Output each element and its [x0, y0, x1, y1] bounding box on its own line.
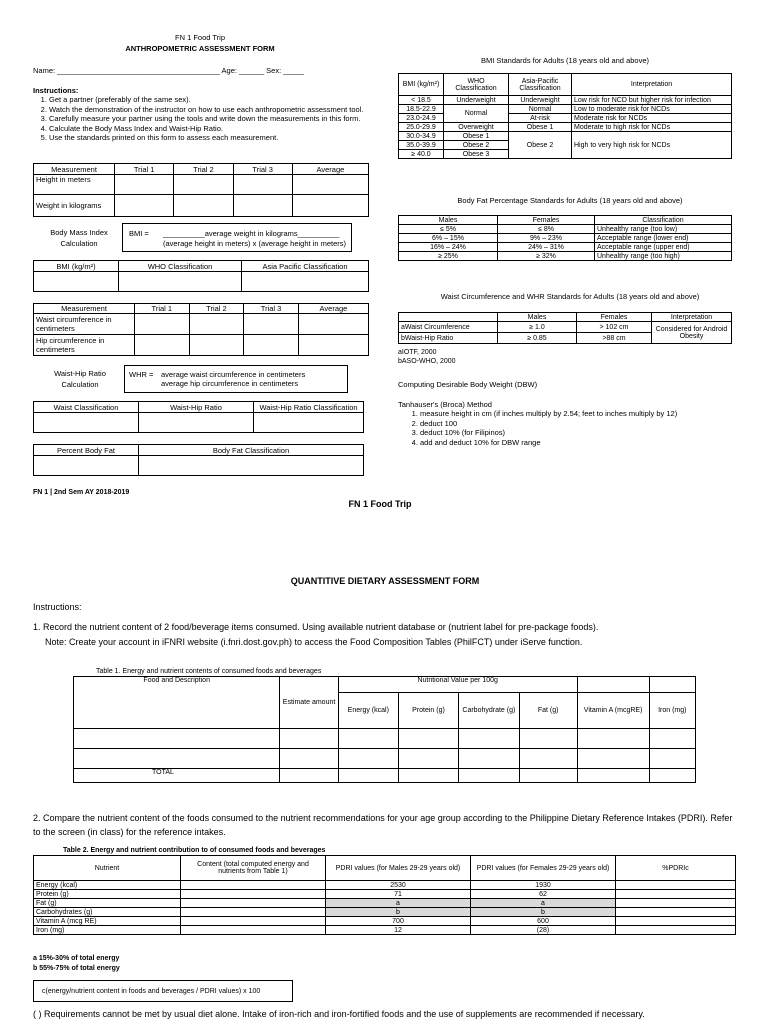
table-cell: Low risk for NCD but higher risk for infection — [572, 96, 732, 105]
input-cell[interactable] — [577, 729, 649, 749]
input-cell[interactable] — [398, 749, 458, 769]
col-header: Trial 1 — [115, 164, 174, 175]
dbw-method: Tanhauser's (Broca) Method — [398, 400, 492, 409]
col-header: Energy (kcal) — [338, 693, 398, 729]
col-header: Fat (g) — [519, 693, 577, 729]
dbw-step: 4. add and deduct 10% for DBW range — [420, 438, 760, 448]
table-cell: 9% – 23% — [498, 234, 595, 243]
dbw-step: 2. deduct 100 — [420, 419, 760, 429]
input-cell[interactable] — [616, 917, 736, 926]
whr-note: bASO-WHO, 2000 — [398, 358, 456, 365]
col-header: Average — [298, 304, 368, 314]
form-title: ANTHROPOMETRIC ASSESSMENT FORM — [125, 44, 275, 53]
input-cell[interactable] — [577, 769, 649, 783]
empty-header — [577, 677, 649, 693]
table-cell: Unhealthy range (too low) — [595, 225, 732, 234]
table-cell: ≥ 32% — [498, 252, 595, 261]
nutrient-label: Vitamin A (mcg RE) — [34, 917, 181, 926]
col-header: %PDRIc — [616, 856, 736, 881]
whr-note: aIOTF, 2000 — [398, 349, 437, 356]
pdri-female-value: b — [471, 908, 616, 917]
col-header — [399, 313, 498, 322]
pdri-male-value: b — [326, 908, 471, 917]
input-cell[interactable] — [292, 195, 368, 217]
table-cell: 25.0-29.9 — [399, 123, 444, 132]
pdri-comparison-table — [33, 855, 736, 935]
input-cell[interactable] — [34, 272, 119, 292]
page2-item-1: 1. Record the nutrient content of 2 food/beverage items consumed. Using available nutrient database or (nutrient label for pre-package foods). — [33, 622, 599, 632]
page2-form-title: QUANTITIVE DIETARY ASSESSMENT FORM — [290, 576, 480, 586]
instruction-item: 4. Calculate the Body Mass Index and Waist-Hip Ratio. — [49, 124, 383, 134]
col-header: Males — [399, 216, 498, 225]
input-cell[interactable] — [244, 314, 299, 335]
footnote-b: b 55%-75% of total energy — [33, 965, 120, 972]
row-label: Weight in kilograms — [34, 195, 115, 217]
input-cell[interactable] — [398, 729, 458, 749]
pdri-female-value: 1930 — [471, 881, 616, 890]
whr-formula-box — [124, 365, 348, 393]
input-cell[interactable] — [519, 749, 577, 769]
input-cell[interactable] — [254, 413, 364, 433]
bmi-formula-prefix: BMI = — [129, 229, 149, 238]
instructions-title: Instructions: — [33, 86, 79, 95]
pdri-formula-box: c(energy/nutrient content in foods and beverages / PDRI values) x 100 — [33, 980, 293, 1002]
table-cell: aWaist Circumference — [399, 322, 498, 333]
col-header: Females — [577, 313, 652, 322]
col-header: BMI (kg/m²) — [399, 74, 444, 96]
table-cell: Underweight — [444, 96, 509, 105]
input-cell[interactable] — [649, 769, 695, 783]
table-cell: Acceptable range (upper end) — [595, 243, 732, 252]
bmi-formula-denominator: (average height in meters) x (average height in meters) — [163, 239, 347, 248]
input-cell[interactable] — [174, 175, 233, 195]
col-header: Measurement — [34, 304, 135, 314]
bmi-calc-label: Body Mass Index Calculation — [50, 228, 108, 248]
row-label: Hip circumference in centimeters — [34, 335, 135, 356]
empty-header — [649, 677, 695, 693]
input-cell[interactable] — [139, 413, 254, 433]
input-cell[interactable] — [233, 175, 292, 195]
col-header: Measurement — [34, 164, 115, 175]
bodyfat-standards-title: Body Fat Percentage Standards for Adults (18 years old and above) — [457, 196, 683, 205]
pdri-male-value: 2530 — [326, 881, 471, 890]
col-header: Females — [498, 216, 595, 225]
page2-note: Note: Create your account in iFNRI website (i.fnri.dost.gov.ph) to access the Food Composition Tables (PhilFCT) under iServe function. — [45, 637, 583, 647]
bodyfat-standards-table — [398, 215, 732, 261]
bmi-standards-title: BMI Standards for Adults (18 years old and above) — [480, 56, 649, 65]
input-cell[interactable] — [338, 729, 398, 749]
table-cell: Normal — [444, 105, 509, 123]
input-cell[interactable] — [74, 729, 280, 749]
input-cell[interactable] — [616, 899, 736, 908]
col-header: Percent Body Fat — [34, 445, 139, 456]
input-cell[interactable] — [298, 335, 368, 356]
input-cell[interactable] — [181, 890, 326, 899]
table-cell: 30.0-34.9 — [399, 132, 444, 141]
table-cell: bWaist-Hip Ratio — [399, 333, 498, 344]
table-cell: Moderate risk for NCDs — [572, 114, 732, 123]
table-cell: Underweight — [509, 96, 572, 105]
table-cell: 23.0-24.9 — [399, 114, 444, 123]
nutrient-label: Carbohydrates (g) — [34, 908, 181, 917]
col-header: Body Fat Classification — [139, 445, 364, 456]
table-cell: Moderate to high risk for NCDs — [572, 123, 732, 132]
input-cell[interactable] — [119, 272, 242, 292]
nutrient-label: Energy (kcal) — [34, 881, 181, 890]
table-cell: Acceptable range (lower end) — [595, 234, 732, 243]
input-cell[interactable] — [280, 729, 338, 749]
table-cell: ≥ 25% — [399, 252, 498, 261]
col-header: Waist-Hip Ratio Classification — [254, 402, 364, 413]
table-cell: ≤ 8% — [498, 225, 595, 234]
input-cell[interactable] — [398, 769, 458, 783]
nutrient-label: Protein (g) — [34, 890, 181, 899]
table-cell: ≥ 1.0 — [498, 322, 577, 333]
pdri-male-value: 700 — [326, 917, 471, 926]
input-cell[interactable] — [616, 881, 736, 890]
input-cell[interactable] — [616, 890, 736, 899]
input-cell[interactable] — [34, 456, 139, 476]
table-cell: > 102 cm — [577, 322, 652, 333]
input-cell[interactable] — [135, 335, 190, 356]
row-label: Height in meters — [34, 175, 115, 195]
input-cell[interactable] — [338, 769, 398, 783]
dbw-step: 3. deduct 10% (for Filipinos) — [420, 428, 760, 438]
col-header: Trial 3 — [233, 164, 292, 175]
whr-formula-prefix: WHR = — [129, 370, 154, 379]
table-cell: Normal — [509, 105, 572, 114]
col-header: Males — [498, 313, 577, 322]
input-cell[interactable] — [233, 195, 292, 217]
col-header: Iron (mg) — [649, 693, 695, 729]
table-cell: Obese 2 — [444, 141, 509, 150]
table-cell: 35.0-39.9 — [399, 141, 444, 150]
input-cell[interactable] — [189, 335, 244, 356]
col-header: Protein (g) — [398, 693, 458, 729]
bmi-formula-numerator: __________average weight in kilograms__________ — [163, 229, 340, 238]
input-cell[interactable] — [459, 749, 520, 769]
col-header: Asia-Pacific Classification — [509, 74, 572, 96]
col-header: Content (total computed energy and nutrients from Table 1) — [181, 856, 326, 881]
input-cell[interactable] — [115, 195, 174, 217]
page2-item-2: 2. Compare the nutrient content of the foods consumed to the nutrient recommendations for your age group according to the Philippine Dietary Reference Intakes (PDRI). Refer to the screen (in class) for the reference intakes. — [33, 813, 733, 837]
whr-standards-table — [398, 312, 732, 344]
col-header: PDRI values (for Males 29-29 years old) — [326, 856, 471, 881]
input-cell[interactable] — [189, 314, 244, 335]
input-cell[interactable] — [74, 749, 280, 769]
input-cell[interactable] — [577, 749, 649, 769]
input-cell[interactable] — [338, 749, 398, 769]
bmi-formula-box — [122, 223, 352, 252]
dbw-steps — [400, 409, 760, 447]
table-cell: At-risk — [509, 114, 572, 123]
input-cell[interactable] — [181, 899, 326, 908]
nutrient-label: Iron (mg) — [34, 926, 181, 935]
col-header: Classification — [595, 216, 732, 225]
input-cell[interactable] — [292, 175, 368, 195]
table-cell: Obese 1 — [509, 123, 572, 132]
table-cell: Obese 2 — [509, 132, 572, 159]
course-title: FN 1 Food Trip — [174, 33, 226, 42]
col-header: Interpretation — [652, 313, 732, 322]
input-cell[interactable] — [616, 926, 736, 935]
table-cell: < 18.5 — [399, 96, 444, 105]
dbw-step: 1. measure height in cm (if inches multiply by 2.54; feet to inches multiply by 12) — [420, 409, 760, 419]
table-cell: >88 cm — [577, 333, 652, 344]
input-cell[interactable] — [34, 413, 139, 433]
table-cell: Obese 1 — [444, 132, 509, 141]
input-cell[interactable] — [280, 769, 338, 783]
body-fat-table — [33, 444, 364, 476]
input-cell[interactable] — [181, 908, 326, 917]
input-cell[interactable] — [242, 272, 369, 292]
table-cell: 24% – 31% — [498, 243, 595, 252]
input-cell[interactable] — [280, 749, 338, 769]
input-cell[interactable] — [519, 729, 577, 749]
footnote-a: a 15%-30% of total energy — [33, 955, 120, 962]
pdri-male-value: 12 — [326, 926, 471, 935]
circumference-table — [33, 303, 369, 356]
table1-caption: Table 1. Energy and nutrient contents of consumed foods and beverages — [96, 668, 322, 675]
food-description-header: Food and Description — [74, 677, 280, 729]
col-header: BMI (kg/m²) — [34, 261, 119, 272]
table2-caption: Table 2. Energy and nutrient contribution to of consumed foods and beverages — [63, 847, 326, 854]
col-header: Carbohydrate (g) — [459, 693, 520, 729]
input-cell[interactable] — [459, 729, 520, 749]
whr-formula-numerator: average waist circumference in centimeters — [161, 370, 306, 379]
energy-nutrient-table — [73, 676, 696, 783]
table-cell: ≤ 5% — [399, 225, 498, 234]
col-header: Interpretation — [572, 74, 732, 96]
col-header: Average — [292, 164, 368, 175]
height-weight-table — [33, 163, 369, 217]
input-cell[interactable] — [649, 749, 695, 769]
input-cell[interactable] — [181, 917, 326, 926]
bmi-standards-table — [398, 73, 732, 159]
name-age-sex-line: Name: _______________________________________ Age: ______ Sex: _____ — [33, 66, 305, 75]
table-cell: Unhealthy range (too high) — [595, 252, 732, 261]
input-cell[interactable] — [174, 195, 233, 217]
col-header: WHO Classification — [119, 261, 242, 272]
col-header: Vitamin A (mcgRE) — [577, 693, 649, 729]
table-cell: ≥ 40.0 — [399, 150, 444, 159]
input-cell[interactable] — [298, 314, 368, 335]
table-cell: 6% – 15% — [399, 234, 498, 243]
col-header: Trial 2 — [174, 164, 233, 175]
page2-course-title: FN 1 Food Trip — [348, 499, 412, 509]
estimate-amount-header: Estimate amount — [280, 677, 338, 729]
whr-formula-denominator: average hip circumference in centimeters — [161, 379, 299, 388]
pdri-female-value: (28) — [471, 926, 616, 935]
col-header: Trial 2 — [189, 304, 244, 314]
pdri-female-value: a — [471, 899, 616, 908]
total-label: TOTAL — [74, 769, 280, 783]
input-cell[interactable] — [459, 769, 520, 783]
page-footer: FN 1 | 2nd Sem AY 2018-2019 — [33, 489, 130, 496]
table-cell: High to very high risk for NCDs — [572, 132, 732, 159]
instruction-item: 1. Get a partner (preferably of the same sex). — [49, 95, 383, 105]
col-header: WHO Classification — [444, 74, 509, 96]
table-cell: Obese 3 — [444, 150, 509, 159]
pdri-female-value: 600 — [471, 917, 616, 926]
input-cell[interactable] — [135, 314, 190, 335]
col-header: Asia Pacific Classification — [242, 261, 369, 272]
input-cell[interactable] — [649, 729, 695, 749]
col-header: Waist Classification — [34, 402, 139, 413]
col-header: Waist-Hip Ratio — [139, 402, 254, 413]
pdri-male-value: a — [326, 899, 471, 908]
input-cell[interactable] — [616, 908, 736, 917]
col-header: PDRI values (for Females 29-29 years old) — [471, 856, 616, 881]
table-cell: Overweight — [444, 123, 509, 132]
col-header: Trial 1 — [135, 304, 190, 314]
instructions-block — [33, 86, 383, 143]
input-cell[interactable] — [181, 926, 326, 935]
nutrient-label: Fat (g) — [34, 899, 181, 908]
table-cell: 18.5-22.9 — [399, 105, 444, 114]
page2-instructions-title: Instructions: — [33, 602, 82, 612]
whr-calc-label: Waist-Hip Ratio Calculation — [54, 369, 106, 389]
row-label: Waist circumference in centimeters — [34, 314, 135, 335]
instruction-item: 5. Use the standards printed on this form to assess each measurement. — [49, 133, 383, 143]
table-cell: Low to moderate risk for NCDs — [572, 105, 732, 114]
col-header: Trial 3 — [244, 304, 299, 314]
table-cell: Considered for Android Obesity — [652, 322, 732, 344]
col-header: Nutrient — [34, 856, 181, 881]
pdri-female-value: 62 — [471, 890, 616, 899]
bottom-note: ( ) Requirements cannot be met by usual diet alone. Intake of iron-rich and iron-fortified foods and the use of supplements are recommended if necessary. — [33, 1009, 645, 1019]
instruction-item: 2. Watch the demonstration of the instructor on how to use each anthropometric assessment tool. — [49, 105, 383, 115]
bmi-classification-table — [33, 260, 369, 292]
input-cell[interactable] — [181, 881, 326, 890]
dbw-title: Computing Desirable Body Weight (DBW) — [398, 380, 538, 389]
waist-classification-table — [33, 401, 364, 433]
nutritional-value-header: Nutritional Value per 100g — [338, 677, 577, 693]
table-cell: ≥ 0.85 — [498, 333, 577, 344]
table-cell: 16% – 24% — [399, 243, 498, 252]
input-cell[interactable] — [244, 335, 299, 356]
input-cell[interactable] — [115, 175, 174, 195]
instruction-item: 3. Carefully measure your partner using the tools and write down the measurements in this form. — [49, 114, 383, 124]
pdri-male-value: 71 — [326, 890, 471, 899]
whr-standards-title: Waist Circumference and WHR Standards for Adults (18 years old and above) — [440, 292, 700, 301]
input-cell[interactable] — [139, 456, 364, 476]
input-cell[interactable] — [519, 769, 577, 783]
